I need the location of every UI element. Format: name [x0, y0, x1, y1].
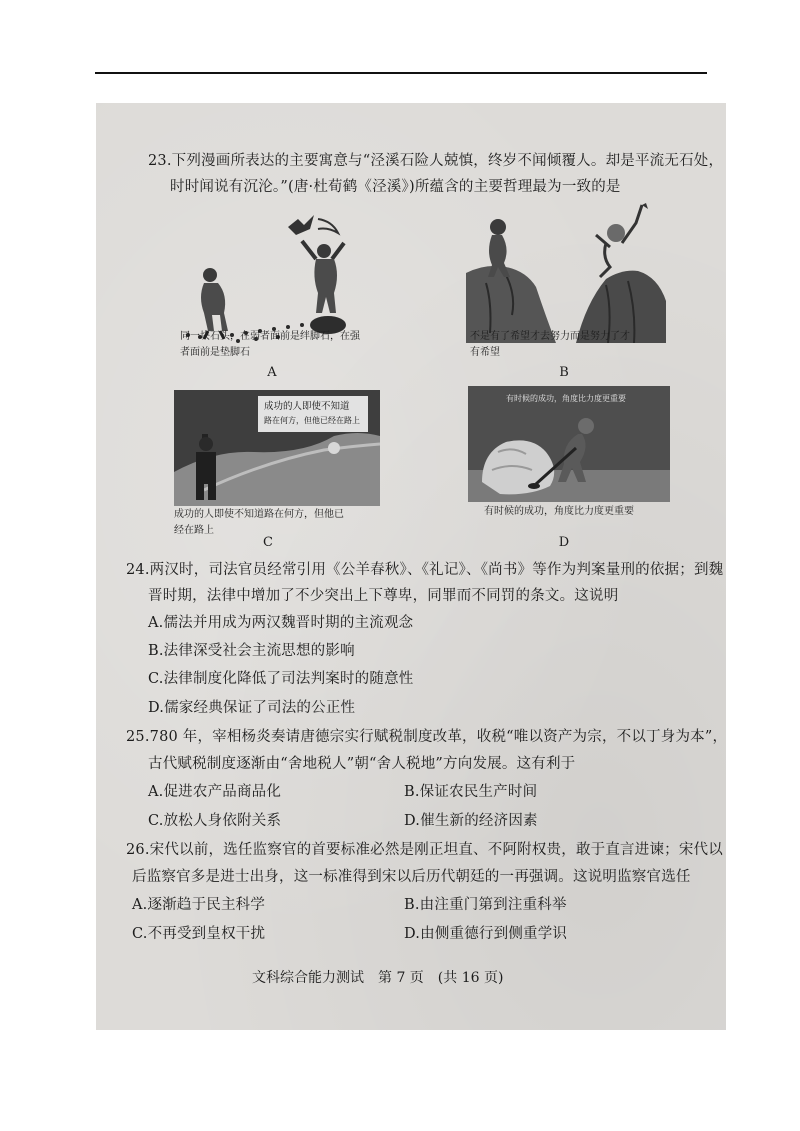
q24-stem-line1: 24.两汉时，司法官员经常引用《公羊春秋》、《礼记》、《尚书》等作为判案量刑的依据；到魏: [126, 562, 724, 578]
comic-d-bubble: 有时候的成功，角度比力度更重要: [506, 394, 626, 403]
q26-option-d: D.由侧重德行到侧重学识: [404, 926, 568, 942]
comic-d: [468, 386, 670, 502]
comic-d-label: D: [558, 535, 570, 550]
comic-a-caption-line2: 者面前是垫脚石: [180, 347, 250, 358]
comic-c-bubble-line2: 路在何方，但他已经在路上: [264, 416, 360, 425]
q26-option-b: B.由注重门第到注重科举: [404, 897, 567, 913]
page-footer: 文科综合能力测试 第 7 页 (共 16 页): [252, 970, 504, 986]
comic-a-caption-line1: 同一块石头，在弱者面前是绊脚石，在强: [180, 331, 360, 342]
comic-c-bubble-line1: 成功的人即使不知道: [264, 401, 350, 412]
comic-c-label: C: [263, 535, 273, 550]
comic-c-caption-line2: 经在路上: [174, 525, 214, 536]
q25-option-b: B.保证农民生产时间: [404, 784, 538, 800]
comic-c: [174, 390, 380, 506]
q23-stem-line1: 23.下列漫画所表达的主要寓意与“泾溪石险人兢慎，终岁不闻倾覆人。却是平流无石处，: [148, 153, 724, 169]
q24-option-d: D.儒家经典保证了司法的公正性: [148, 700, 356, 716]
q25-option-a: A.促进农产品商品化: [148, 784, 282, 800]
q25-stem-line2: 古代赋税制度逐渐由“舍地税人”朝“舍人税地”方向发展。这有利于: [148, 756, 576, 772]
comic-b-label: B: [559, 365, 569, 380]
comic-b-caption-line1: 不是有了希望才去努力而是努力了才: [470, 331, 630, 342]
q26-stem-line1: 26.宋代以前，选任监察官的首要标准必然是刚正坦直、不阿附权贵，敢于直言进谏；宋代以: [126, 842, 723, 858]
comic-b-caption-line2: 有希望: [470, 347, 500, 358]
q26-option-a: A.逐渐趋于民主科学: [132, 897, 266, 913]
q25-option-d: D.催生新的经济因素: [404, 813, 538, 829]
top-rule: [95, 72, 707, 74]
q24-option-c: C.法律制度化降低了司法判案时的随意性: [148, 671, 414, 687]
comic-c-caption-line1: 成功的人即使不知道路在何方，但他已: [174, 509, 344, 520]
q24-stem-line2: 晋时期，法律中增加了不少突出上下尊卑，同罪而不同罚的条文。这说明: [148, 588, 619, 604]
exam-page: [96, 103, 726, 1030]
q24-option-a: A.儒法并用成为两汉魏晋时期的主流观念: [148, 615, 414, 631]
comic-b-illustration: [466, 203, 666, 343]
q25-stem-line1: 25.780 年，宰相杨炎奏请唐德宗实行赋税制度改革，收税“唯以资产为宗，不以丁身为本”，: [126, 729, 728, 745]
q26-option-c: C.不再受到皇权干扰: [132, 926, 266, 942]
q26-stem-line2: 后监察官多是进士出身，这一标准得到宋以后历代朝廷的一再强调。这说明监察官选任: [132, 869, 691, 885]
q24-option-b: B.法律深受社会主流思想的影响: [148, 643, 355, 659]
comic-b: [466, 203, 666, 343]
q25-option-c: C.放松人身依附关系: [148, 813, 282, 829]
comic-a-label: A: [267, 365, 277, 380]
comic-d-caption: 有时候的成功，角度比力度更重要: [484, 506, 634, 517]
q23-stem-line2: 时时闻说有沉沦。”(唐·杜荀鹤《泾溪》)所蕴含的主要哲理最为一致的是: [170, 179, 621, 195]
